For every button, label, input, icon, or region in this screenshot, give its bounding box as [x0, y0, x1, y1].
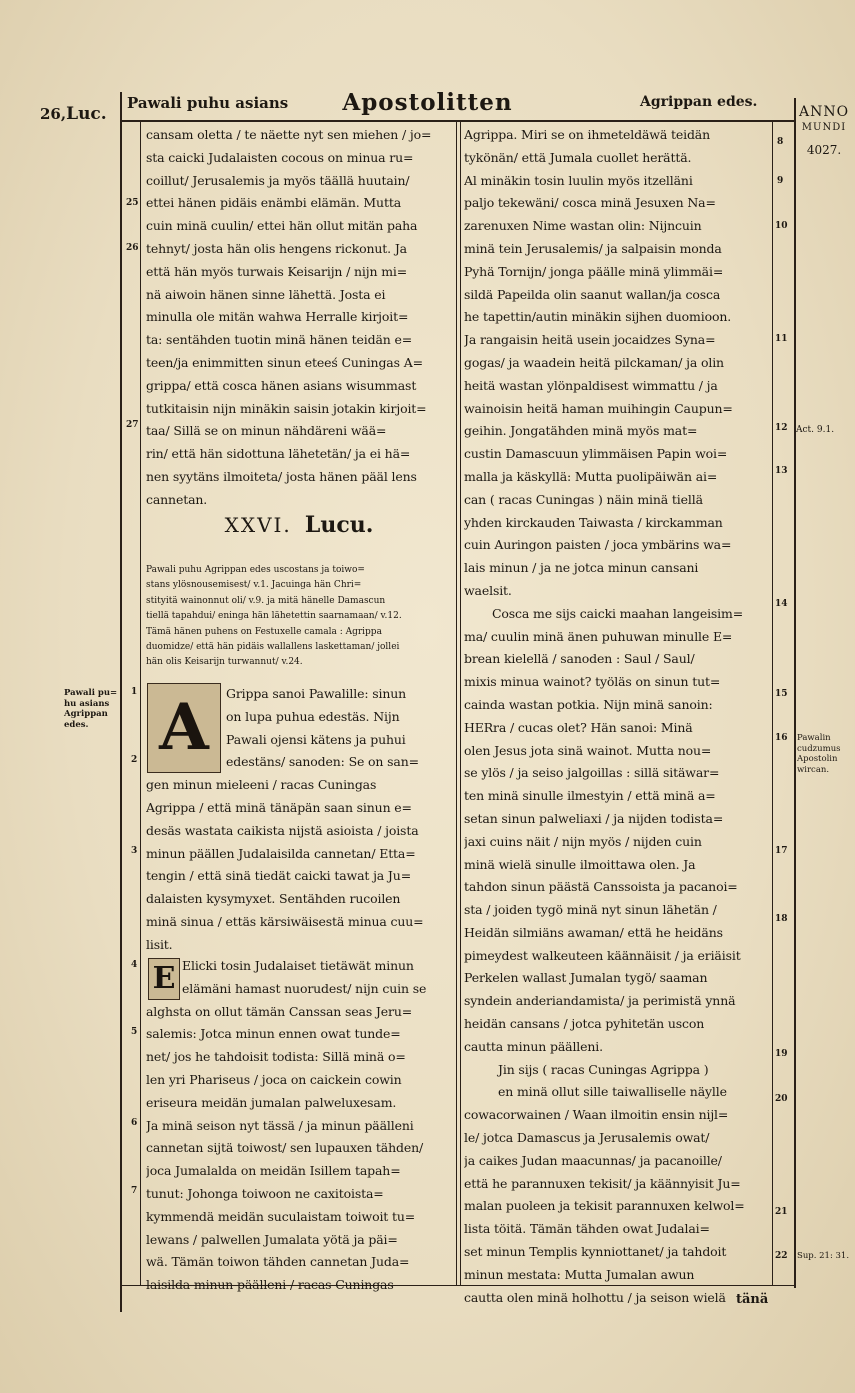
running-head-left: Pawali puhu asians — [127, 94, 289, 112]
text-line: tengin / että sinä tiedät caicki tawat ja Ju= — [146, 868, 412, 884]
verse-number: 2 — [131, 755, 138, 765]
text-line: paljo tekewäni/ cosca minä Jesuxen Na= — [464, 195, 716, 211]
left-column-top — [146, 124, 452, 512]
verse-number: 5 — [131, 1027, 138, 1037]
text-line: salemis: Jotca minun ennen owat tunde= — [146, 1026, 401, 1042]
text-line: heidän cansans / jotca pyhitetän uscon — [464, 1016, 705, 1032]
text-line: net/ jos he tahdoisit todista: Sillä minä o= — [146, 1049, 406, 1065]
verse-number: 17 — [775, 846, 788, 856]
text-line: cannetan sijtä toiwost/ sen lupauxen tähden/ — [146, 1140, 424, 1156]
text-line: cuin Auringon paisten / joca ymbärins wa= — [464, 537, 732, 553]
text-line: cuin minä cuulin/ ettei hän ollut mitän paha — [146, 218, 418, 234]
text-line: cautta minun päälleni. — [464, 1038, 603, 1054]
text-line: että hän myös turwais Keisarijn / nijn mi= — [146, 263, 408, 279]
verse-number: 11 — [775, 334, 788, 344]
verse-number: 1 — [131, 687, 138, 697]
text-line: can ( racas Cuningas ) näin minä tiellä — [464, 491, 703, 507]
text-line: zarenuxen Nime wastan olin: Nijncuin — [464, 218, 702, 234]
text-line: minun mestata: Mutta Jumalan awun — [464, 1266, 695, 1282]
text-line: heitä wastan ylönpaldisest wimmattu / ja — [464, 377, 718, 393]
verse-number: 16 — [775, 733, 788, 743]
text-line: elämäni hamast nuorudest/ nijn cuin se — [182, 980, 427, 996]
text-line: kymmendä meidän suculaistam toiwoit tu= — [146, 1208, 416, 1224]
text-line: gen minun mieleeni / racas Cuningas — [146, 777, 377, 793]
text-line: minulla ole mitän wahwa Herralle kirjoit= — [146, 309, 409, 325]
text-line: pimeydest walkeuteen käännäisit / ja eriäisit — [464, 947, 741, 963]
text-line: Al minäkin tosin luulin myös itzelläni — [464, 172, 693, 188]
text-line: brean kielellä / sanoden : Saul / Saul/ — [464, 651, 695, 667]
text-line: että he parannuxen tekisit/ ja käännyisit Ju= — [464, 1175, 741, 1191]
left-frame-rule — [120, 92, 122, 1312]
text-line: joca Jumalalda on meidän Isillem tapah= — [146, 1163, 401, 1179]
margin-note-pawalin: Pawalin cudzumus Apostolin wircan. — [797, 733, 841, 775]
verse-number: 15 — [775, 689, 788, 699]
text-line: ten minä sinulle ilmestyin / että minä a= — [464, 788, 716, 804]
text-line: yhden kirckauden Taiwasta / kirckamman — [464, 514, 723, 530]
text-line: teen/ja enimmitten sinun eteeś Cuningas A= — [146, 354, 423, 370]
text-line: HERra / cucas olet? Hän sanoi: Minä — [464, 719, 693, 735]
text-line: grippa/ että cosca hänen asians wisummast — [146, 377, 417, 393]
verse-number: 25 — [126, 198, 139, 208]
text-line: lewans / palwellen Jumalata yötä ja päi= — [146, 1231, 398, 1247]
text-line: Agrippa. Miri se on ihmeteldäwä teidän — [464, 127, 711, 142]
decorated-initial: A — [147, 683, 221, 773]
summary-line: duomidze/ että hän pidäis wallallens laskettaman/ jollei — [146, 641, 400, 652]
text-line: custin Damascuun ylimmäisen Papin woi= — [464, 446, 728, 462]
text-line: lista töitä. Tämän tähden owat Judalai= — [464, 1221, 710, 1237]
text-line: ja caikes Judan maacunnas/ ja pacanoille/ — [464, 1152, 722, 1168]
running-title: Apostolitten — [342, 89, 513, 116]
text-line: cannetan. — [146, 491, 208, 507]
summary-line: Tämä hänen puhens on Festuxelle camala : Agrippa — [146, 626, 382, 637]
text-line: taa/ Sillä se on minun nähdäreni wää= — [146, 423, 387, 439]
text-line: cowacorwainen / Waan ilmoitin ensin nijl= — [464, 1107, 729, 1123]
margin-note-act: Act. 9.1. — [796, 425, 835, 435]
text-line: Heidän silmiäns awaman/ että he heidäns — [464, 924, 723, 940]
text-line: wä. Tämän toiwon tähden cannetan Juda= — [146, 1254, 410, 1270]
text-line: Cosca me sijs caicki maahan langeisim= — [492, 605, 744, 621]
text-line: alghsta on ollut tämän Canssan seas Jeru= — [146, 1003, 413, 1019]
verse-number: 13 — [775, 466, 788, 476]
verse-number: 6 — [131, 1118, 138, 1128]
page-number: 26,Luc. — [40, 104, 107, 124]
text-line: mixis minua wainot? työläs on sinun tut= — [464, 674, 721, 690]
text-line: jaxi cuins näit / nijn myös / nijden cuin — [464, 833, 702, 849]
chapter-heading: XXVI. Lucu. — [224, 512, 374, 538]
text-line: geihin. Jongatähden minä myös mat= — [464, 423, 698, 439]
chapter-summary — [146, 563, 452, 671]
margin-note-left: Pawali pu= hu asians Agrippan edes. — [64, 688, 118, 730]
text-line: on lupa puhua edestäs. Nijn — [226, 708, 400, 724]
text-line: set minun Templis kynniottanet/ ja tahdoit — [464, 1244, 727, 1260]
verse-number: 7 — [131, 1186, 138, 1196]
text-line: setan sinun palweliaxi / ja nijden todista= — [464, 810, 724, 826]
text-line: Ja rangaisin heitä usein jocaidzes Syna= — [464, 332, 716, 348]
summary-line: stityitä wainonnut oli/ v.9. ja mitä hänelle Damascun — [146, 595, 386, 606]
text-line: nen syytäns ilmoiteta/ josta hänen pääl lens — [146, 468, 417, 484]
text-line: sildä Papeilda olin saanut wallan/ja cosca — [464, 286, 721, 302]
initial-letter: E — [148, 958, 180, 1000]
text-line: Jin sijs ( racas Cuningas Agrippa ) — [498, 1061, 709, 1077]
text-line: tutkitaisin nijn minäkin saisin jotakin kirjoit= — [146, 400, 427, 416]
text-line: nä aiwoin hänen sinne lähettä. Josta ei — [146, 286, 386, 302]
left-column-chapter-text-2 — [146, 955, 452, 1297]
text-line: cautta olen minä holhottu / ja seison wielä — [464, 1289, 726, 1305]
text-line: malla ja käskyllä: Mutta puolipäiwän ai= — [464, 468, 718, 484]
text-line: len yri Phariseus / joca on caickein cowin — [146, 1071, 402, 1087]
center-rule — [456, 120, 457, 1285]
text-line: en minä ollut sille taiwalliselle näylle — [498, 1084, 727, 1100]
summary-line: tiellä tapahdui/ eninga hän lähetettin saarnamaan/ v.12. — [146, 611, 402, 622]
text-line: cansam oletta / te näette nyt sen miehen / jo= — [146, 127, 432, 142]
verse-number: 3 — [131, 846, 138, 856]
catchword: tänä — [736, 1292, 769, 1307]
text-line: tunut: Johonga toiwoon ne caxitoista= — [146, 1185, 384, 1201]
verse-number: 20 — [775, 1094, 788, 1104]
text-line: edestäns/ sanoden: Se on san= — [226, 754, 419, 770]
text-line: minun päällen Judalaisilda cannetan/ Etta= — [146, 845, 416, 861]
text-line: tykönän/ että Jumala cuollet herättä. — [464, 149, 692, 165]
text-line: he tapettin/autin minäkin sijhen duomioon. — [464, 309, 732, 325]
text-line: lais minun / ja ne jotca minun cansani — [464, 560, 699, 576]
text-line: laisilda minun päälleni / racas Cuningas — [146, 1277, 394, 1293]
text-line: Perkelen wallast Jumalan tygö/ saaman — [464, 970, 708, 986]
text-line: minä sinua / ettäs kärsiwäisestä minua cuu= — [146, 913, 424, 929]
right-frame-rule — [794, 98, 796, 1288]
text-line: wainoisin heitä haman muihingin Caupun= — [464, 400, 733, 416]
verse-number: 22 — [775, 1251, 788, 1261]
text-line: minä tein Jerusalemis/ ja salpaisin monda — [464, 240, 722, 256]
anno-mundi: ANNO MUNDI 4027. — [798, 104, 850, 157]
text-line: ettei hänen pidäis enämbi elämän. Mutta — [146, 195, 402, 211]
verse-number: 4 — [131, 960, 138, 970]
right-column-text — [464, 124, 770, 1309]
text-line: tehnyt/ josta hän olis hengens rickonut. Ja — [146, 240, 407, 256]
verse-number: 8 — [777, 137, 784, 147]
running-head-right: Agrippan edes. — [640, 94, 758, 110]
header-rule — [120, 120, 794, 122]
text-line: ma/ cuulin minä änen puhuwan minulle E= — [464, 628, 733, 644]
left-column-chapter-text — [146, 683, 452, 957]
text-line: waelsit. — [464, 582, 512, 598]
text-line: dalaisten kysymyxet. Sentähden rucoilen — [146, 891, 401, 907]
text-line: desäs wastata caikista nijstä asioista / joista — [146, 822, 419, 838]
verse-number: 27 — [126, 420, 139, 430]
text-line: malan puoleen ja tekisit parannuxen kelwol= — [464, 1198, 745, 1214]
text-line: ta: sentähden tuotin minä hänen teidän e= — [146, 332, 413, 348]
verse-number: 19 — [775, 1049, 788, 1059]
verse-number: 26 — [126, 243, 139, 253]
text-line: tahdon sinun päästä Canssoista ja pacanoi= — [464, 879, 738, 895]
text-line: se ylös / ja seiso jalgoillas : sillä sitäwar= — [464, 765, 720, 781]
verse-number: 9 — [777, 176, 784, 186]
text-line: rin/ että hän sidottuna lähetetän/ ja ei hä= — [146, 446, 411, 462]
summary-line: stans ylösnousemisest/ v.1. Jacuinga hän Chri= — [146, 580, 362, 591]
summary-line: hän olis Keisarijn turwannut/ v.24. — [146, 657, 303, 668]
text-line: syndein anderiandamista/ ja perimistä ynnä — [464, 993, 736, 1009]
text-line: sta / joiden tygö minä nyt sinun lähetän / — [464, 902, 717, 918]
margin-note-sup: Sup. 21: 31. — [797, 1251, 850, 1261]
summary-line: Pawali puhu Agrippan edes uscostans ja toiwo= — [146, 565, 365, 575]
text-line: gogas/ ja waadein heitä pilckaman/ ja olin — [464, 354, 724, 370]
text-line: olen Jesus jota sinä wainot. Mutta nou= — [464, 742, 712, 758]
text-line: Pawali ojensi kätens ja puhui — [226, 731, 406, 747]
inner-left-rule — [140, 120, 141, 1285]
inner-right-rule — [772, 120, 773, 1285]
text-line: coillut/ Jerusalemis ja myös täällä huutain/ — [146, 172, 410, 188]
center-rule-2 — [460, 120, 461, 1285]
text-line: le/ jotca Damascus ja Jerusalemis owat/ — [464, 1130, 710, 1146]
text-line: Grippa sanoi Pawalille: sinun — [226, 686, 407, 701]
verse-number: 12 — [775, 423, 788, 433]
text-line: cainda wastan potkia. Nijn minä sanoin: — [464, 696, 713, 712]
text-line: Ja minä seison nyt tässä / ja minun päälleni — [146, 1117, 414, 1133]
verse-number: 21 — [775, 1207, 788, 1217]
text-line: minä wielä sinulle ilmoittawa olen. Ja — [464, 856, 696, 872]
text-line: Agrippa / että minä tänäpän saan sinun e= — [146, 799, 412, 815]
text-line: lisit. — [146, 936, 173, 952]
verse-number: 14 — [775, 599, 788, 609]
verse-number: 18 — [775, 914, 788, 924]
text-line: eriseura meidän jumalan palweluxesam. — [146, 1094, 397, 1110]
text-line: sta caicki Judalaisten cocous on minua ru= — [146, 149, 414, 165]
text-line: Pyhä Tornijn/ jonga päälle minä ylimmäi= — [464, 263, 724, 279]
text-line: Elicki tosin Judalaiset tietäwät minun — [182, 958, 414, 973]
verse-number: 10 — [775, 221, 788, 231]
